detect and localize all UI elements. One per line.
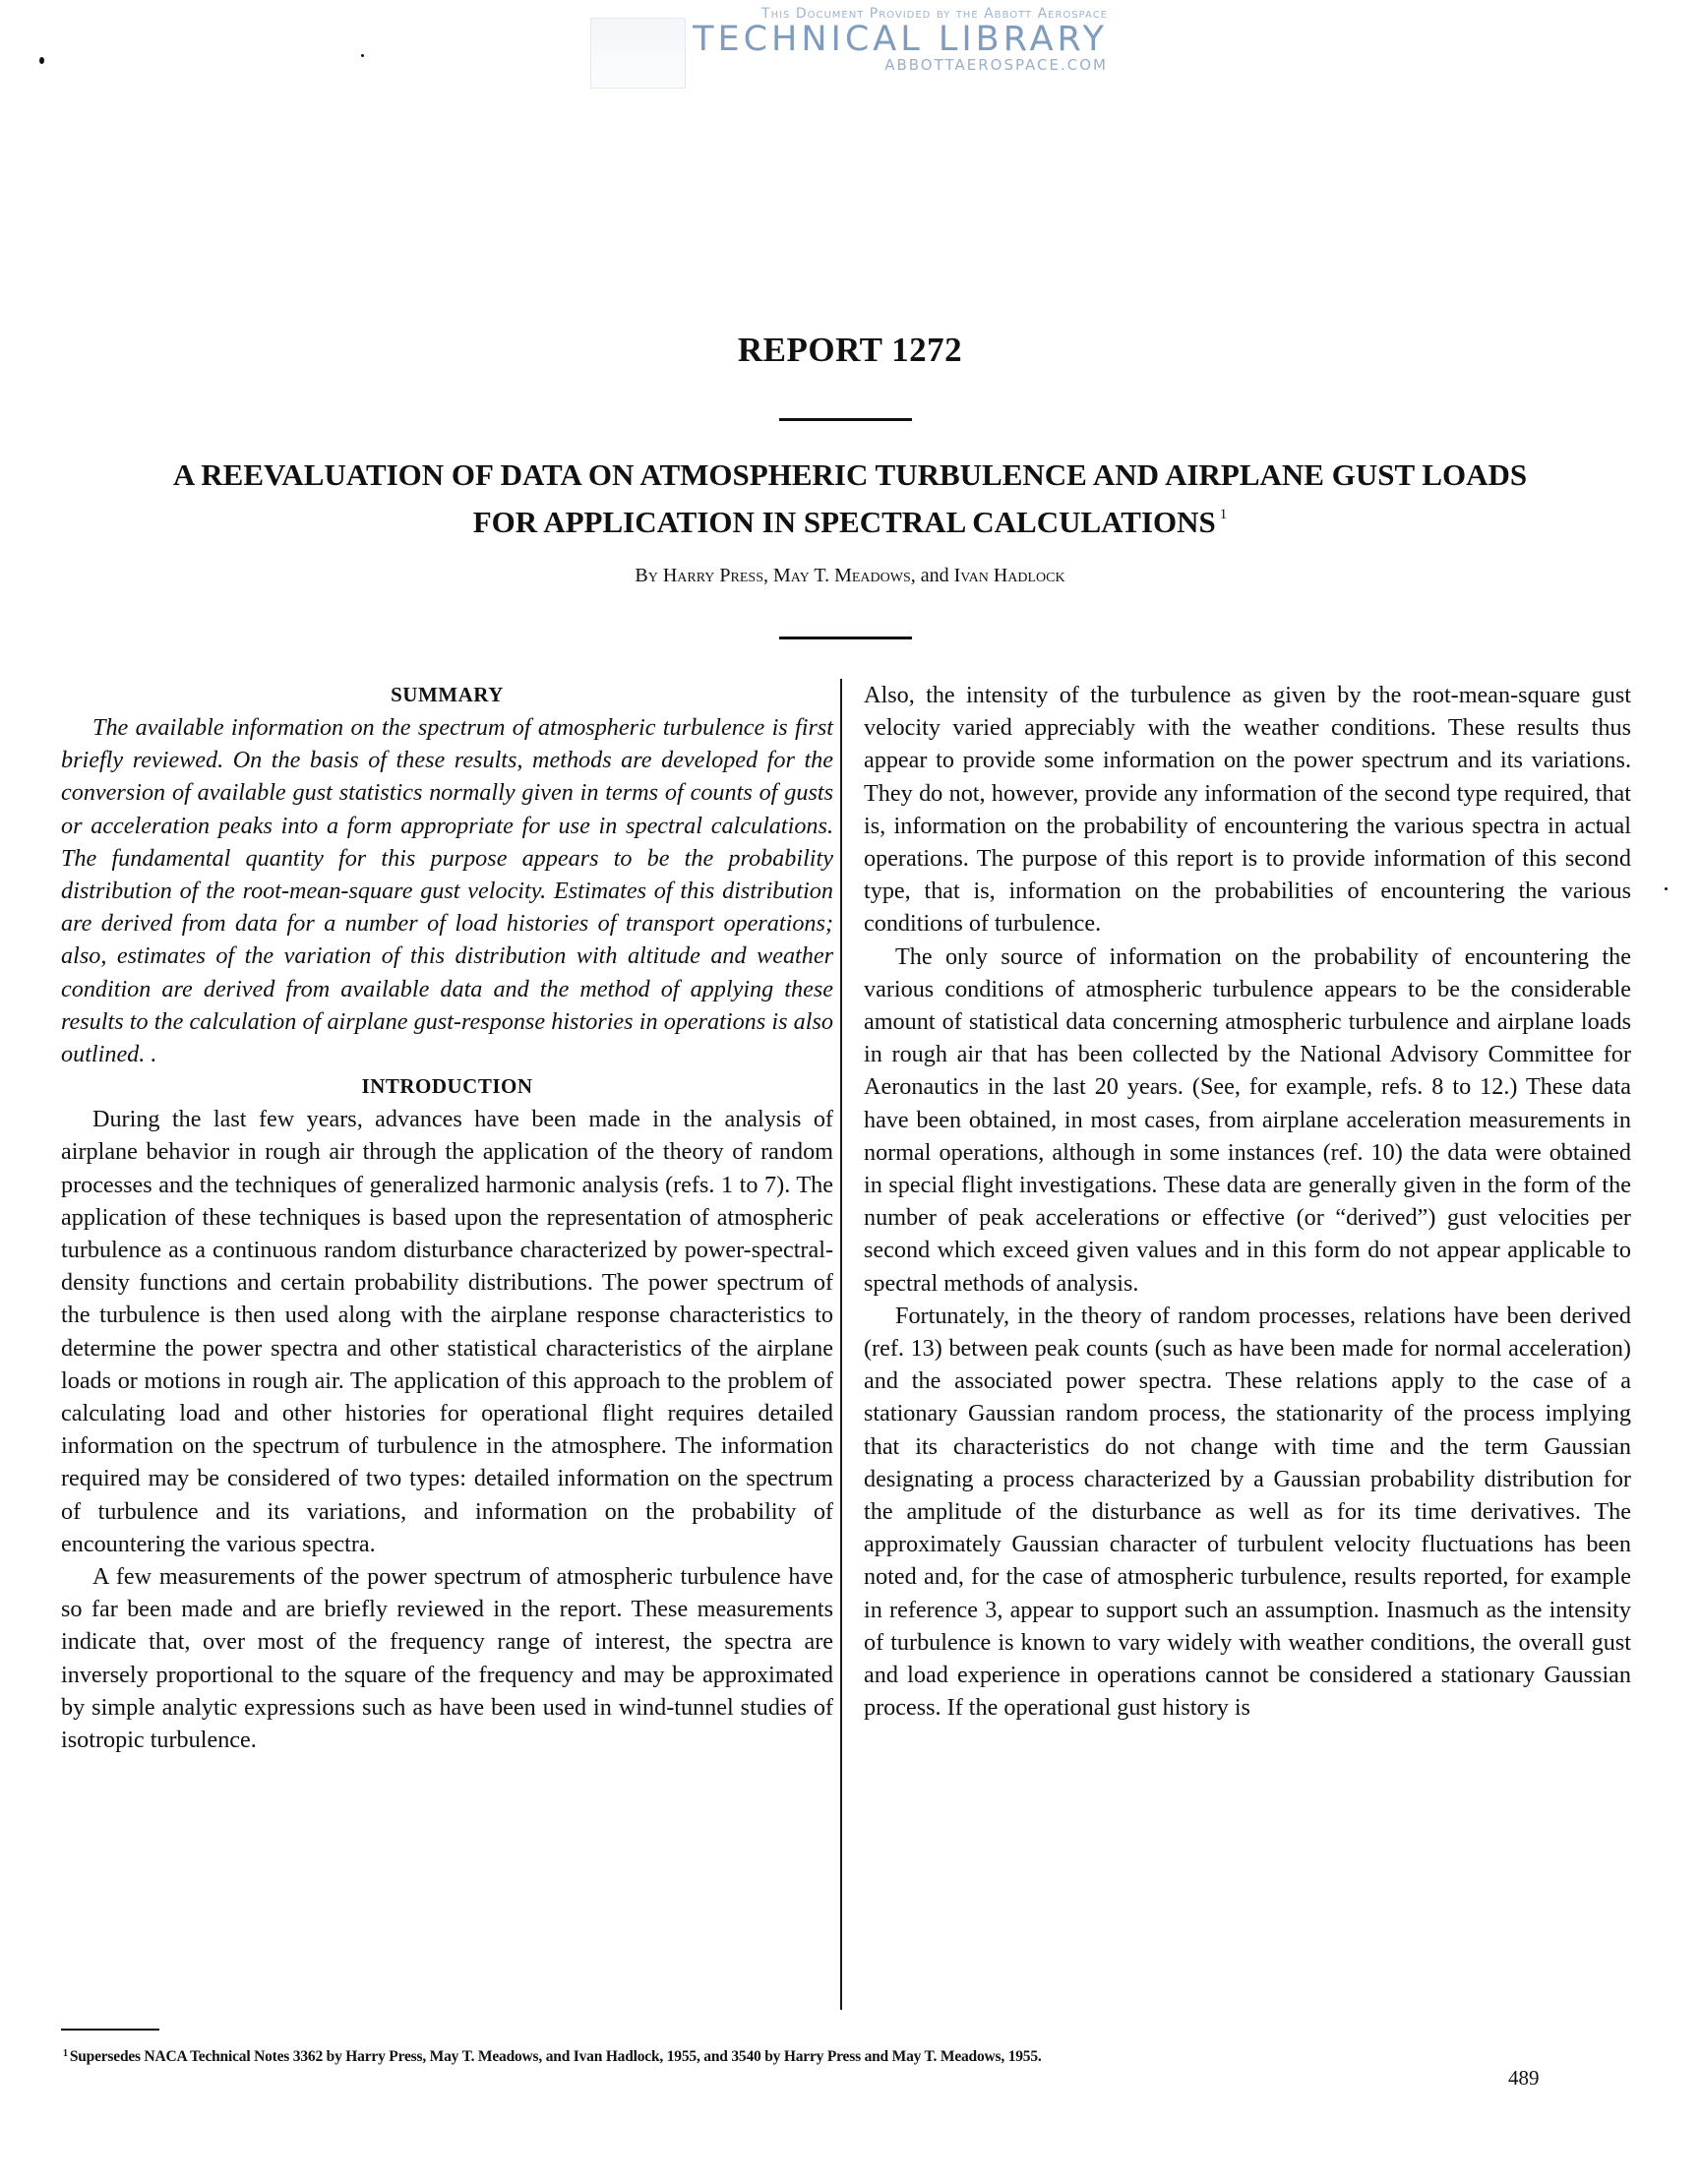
right-paragraph-1: Also, the intensity of the turbulence as given by the root-mean-square gust velocity varied appreciably with the weather conditions. These results thus appear to provide some information on the power spectrum and its variations. They do not, however, provide any information of the second type required, that is, information on the probability of encountering the various spectra in actual operations. The purpose of this report is to provide information of this second type, that is, information on the probabilities of encountering the various conditions of turbulence. <box>864 682 1631 938</box>
author-3: Ivan Hadlock <box>953 565 1065 586</box>
title-footnote-mark[interactable]: 1 <box>1219 507 1228 522</box>
scan-speck <box>39 57 44 64</box>
footnote-rule <box>61 2029 159 2031</box>
watermark-library-title: TECHNICAL LIBRARY <box>693 20 1108 59</box>
footnote-mark: 1 <box>63 2048 68 2059</box>
intro-paragraph-2: A few measurements of the power spectrum of atmospheric turbulence have so far been made and are briefly reviewed in the report. These measurements indicate that, over most of the frequency range of interest, the spectra are inversely proportional to the square of the frequency and may be approximated by simple analytic expressions such as have been used in wind-tunnel studies of isotropic turbulence. <box>61 1563 833 1754</box>
watermark-provider-line: This Document Provided by the Abbott Aerospace <box>761 6 1108 22</box>
watermark-url: ABBOTTAEROSPACE.COM <box>884 56 1108 74</box>
introduction-heading: INTRODUCTION <box>361 1074 533 1099</box>
page-title <box>39 455 1661 542</box>
title-line-1: A REEVALUATION OF DATA ON ATMOSPHERIC TURBULENCE AND AIRPLANE GUST LOADS <box>172 457 1528 492</box>
byline <box>0 565 1700 587</box>
footnote <box>63 2048 1637 2066</box>
intro-paragraph-1: During the last few years, advances have been made in the analysis of airplane behavior in rough air through the application of the theory of random processes and the techniques of generalized harmonic analysis (refs. 1 to 7). The application of these techniques is based upon the representation of atmospheric turbulence as a continuous random disturbance characterized by power-spectral-density functions and certain probability distributions. The power spectrum of the turbulence is then used along with the airplane response characteristics to determine the power spectra and other statistical characteristics of the airplane loads or motions in rough air. The application of this approach to the problem of calculating load and other histories for operational flight requires detailed information on the spectrum of turbulence in the atmosphere. The information required may be considered of two types: detailed information on the spectrum of turbulence and its variations, and information on the probability of encountering the various spectra. <box>61 1106 833 1557</box>
author-2: May T. Meadows, <box>772 565 916 586</box>
byline-by: By <box>635 565 658 586</box>
summary-heading: SUMMARY <box>391 683 504 706</box>
watermark <box>586 6 1108 74</box>
scan-speck <box>361 54 364 57</box>
right-paragraph-3: Fortunately, in the theory of random processes, relations have been derived (ref. 13) between peak counts (such as have been made for normal acceleration) and the associated power spectra. These relations apply to the case of a stationary Gaussian random process, the stationarity of the process implying that its characteristics do not change with time and the term Gaussian designating a process characterized by a Gaussian probability distribution for the amplitude of the disturbance as well as for its time derivatives. The approximately Gaussian character of turbulent velocity fluctuations has been noted and, for the case of atmospheric turbulence, results reported, for example in reference 3, appear to support such an assumption. Inasmuch as the intensity of turbulence is known to vary widely with weather conditions, the overall gust and load experience in operations cannot be considered a stationary Gaussian process. If the operational gust history is <box>864 1302 1631 1722</box>
title-rule-bottom <box>779 637 912 639</box>
author-1: Harry Press, <box>662 565 768 586</box>
byline-and: and <box>920 565 949 586</box>
left-column <box>61 679 833 1756</box>
right-paragraph-2: The only source of information on the probability of encountering the various conditions of atmospheric turbulence appears to be the considerable amount of statistical data concerning atmospheric turbulence and airplane loads in rough air that has been collected by the National Advisory Committee for Aeronautics in the last 20 years. (See, for example, refs. 8 to 12.) These data have been obtained, in most cases, from airplane acceleration measurements in normal operations, although in some instances (ref. 10) the data were obtained in special flight investigations. These data are generally given in the form of the number of peak accelerations or effective (or “derived”) gust velocities per second which exceed given values and in this form do not appear applicable to spectral methods of analysis. <box>864 942 1631 1297</box>
summary-text: The available information on the spectrum of atmospheric turbulence is first briefly reviewed. On the basis of these results, methods are developed for the conversion of available gust statistics normally given in terms of counts of gusts or acceleration peaks into a form appropriate for use in spectral calculations. The fundamental quantity for this purpose appears to be the probability distribution of the root-mean-square gust velocity. Estimates of this distribution are derived from data for a number of load histories of transport operations; also, estimates of the variation of this distribution with altitude and weather condition are derived from available data and the method of applying these results to the calculation of airplane gust-response histories in operations is also outlined. . <box>61 714 833 1068</box>
scan-speck <box>1665 887 1668 890</box>
footnote-text: Supersedes NACA Technical Notes 3362 by Harry Press, May T. Meadows, and Ivan Hadlock, 1955, and 3540 by Harry Press and May T. Meadows, 1955. <box>69 2048 1042 2065</box>
page-number: 489 <box>1508 2066 1540 2090</box>
title-line-2: FOR APPLICATION IN SPECTRAL CALCULATIONS $^1$ <box>472 505 1228 539</box>
column-divider <box>840 679 842 2010</box>
right-column <box>864 679 1631 1725</box>
report-number: REPORT 1272 <box>737 331 963 369</box>
title-rule-top <box>779 418 912 421</box>
